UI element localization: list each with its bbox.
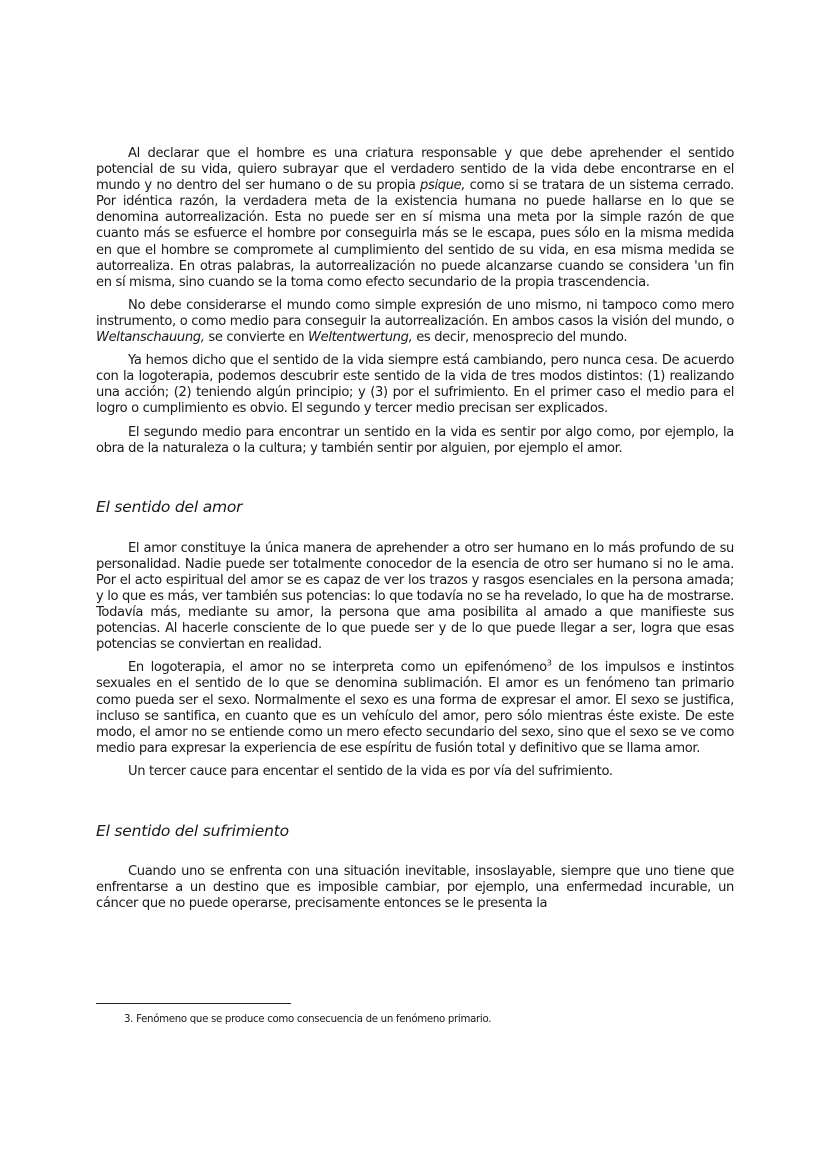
paragraph-love-essence: El amor constituye la única manera de aprehender a otro ser humano en lo más profundo de su personalidad. Nadie puede ser totalmente conocedor de la esencia de otro ser humano si no le ama. Por el acto espiritual del amor se es capaz de ver los trazos y rasgos esenciales en la persona amada; y lo que es más, ver también sus potencias: lo que todavía no se ha revelado, lo que ha de mostrarse. Todavía más, mediante su amor, la persona que ama posibilita al amado a que manifieste sus potencias. Al hacerle consciente de lo que puede ser y de lo que puede llegar a ser, logra que esas potencias se conviertan en realidad. bbox=[96, 540, 734, 653]
section-title-suffering: El sentido del sufrimiento bbox=[96, 822, 289, 840]
paragraph-third-channel: Un tercer cauce para encentar el sentido de la vida es por vía del sufrimiento. bbox=[128, 763, 613, 779]
footnote-number: 3. bbox=[124, 1014, 134, 1025]
text-run: En logoterapia, el amor no se interpreta como un epifenómeno bbox=[128, 660, 547, 676]
footnote bbox=[124, 1013, 491, 1027]
paragraph-world-view bbox=[96, 298, 734, 346]
text-run: No debe considerarse el mundo como simple expresión de uno mismo, ni tampoco como mero instrumento, o como medio para conseguir la autorrealización. En ambos casos la visión del mundo, o bbox=[96, 297, 734, 329]
section-title-love: El sentido del amor bbox=[96, 497, 243, 516]
italic-term-weltanschauung: Weltanschauung, bbox=[96, 330, 205, 346]
text-run: de los impulsos e instintos sexuales en el sentido de lo que se denomina sublimación. El amor es un fenómeno tan primario como pueda ser el sexo. Normalmente el sexo es una forma de expresar el amor. El sexo se justifica, incluso se santifica, en cuanto que es un vehículo del amor, pero sólo mientras éste existe. De este modo, el amor no se entiende como un mero efecto secundario del sexo, sino que el sexo se ve como medio para expresar la experiencia de ese espíritu de fusión total y definitivo que se llama amor. bbox=[96, 660, 734, 756]
paragraph-responsibility bbox=[96, 146, 734, 291]
italic-term-psique: psique, bbox=[420, 178, 466, 194]
paragraph-three-modes: Ya hemos dicho que el sentido de la vida siempre está cambiando, pero nunca cesa. De acuerdo con la logoterapia, podemos descubrir este sentido de la vida de tres modos distintos: (1) realizando una acción; (2) teniendo algún principio; y (3) por el sufrimiento. En el primer caso el medio para el logro o cumplimiento es obvio. El segundo y tercer medio precisan ser explicados. bbox=[96, 353, 734, 417]
footnote-separator bbox=[96, 1003, 291, 1004]
italic-term-weltentwertung: Weltentwertung, bbox=[308, 330, 413, 346]
paragraph-logotherapy-love bbox=[96, 660, 734, 757]
paragraph-suffering: Cuando uno se enfrenta con una situación inevitable, insoslayable, siempre que uno tiene que enfrentarse a un destino que es imposible cambiar, por ejemplo, una enfermedad incurable, un cáncer que no puede operarse, precisamente entonces se le presenta la bbox=[96, 864, 734, 912]
footnote-text: Fenómeno que se produce como consecuencia de un fenómeno primario. bbox=[136, 1014, 492, 1025]
page-body bbox=[96, 146, 734, 912]
footnote-reference[interactable]: 3 bbox=[546, 658, 552, 668]
paragraph-second-means: El segundo medio para encontrar un sentido en la vida es sentir por algo como, por ejemplo, la obra de la naturaleza o la cultura; y también sentir por alguien, por ejemplo el amor. bbox=[96, 424, 734, 456]
text-run: Al declarar que el hombre es una criatura responsable y que debe aprehender el sentido potencial de su vida, quiero subrayar que el verdadero sentido de la vida debe encontrarse en el mundo y no dentro del ser humano o de su propia bbox=[96, 146, 734, 194]
text-run: como si se tratara de un sistema cerrado. Por idéntica razón, la verdadera meta de la existencia humana no puede hallarse en lo que se denomina autorrealización. Esta no puede ser en sí misma una meta por la simple razón de que cuanto más se esfuerce el hombre por conseguirla más se le escapa, pues sólo en la misma medida en que el hombre se compromete al cumplimiento del sentido de su vida, en esa misma medida se autorrealiza. En otras palabras, la autorrealización no puede alcanzarse cuando se considera 'un fin en sí misma, sino cuando se la toma como efecto secundario de la propia trascendencia. bbox=[96, 178, 734, 290]
text-run: se convierte en bbox=[204, 330, 309, 346]
text-run: es decir, menosprecio del mundo. bbox=[412, 330, 628, 346]
